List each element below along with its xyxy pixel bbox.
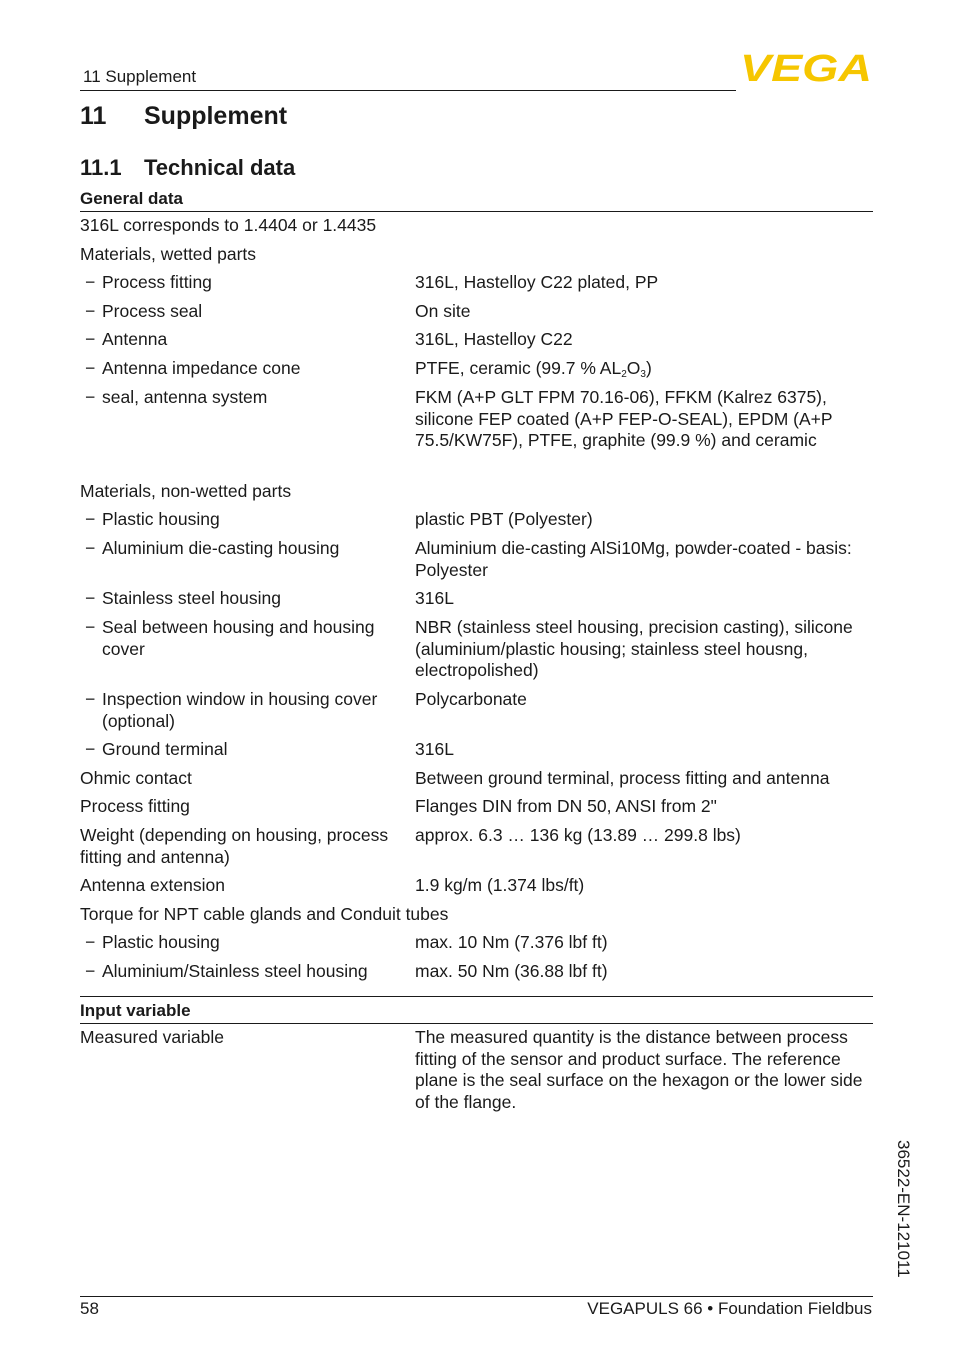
spec-label: − Antenna impedance cone [102, 358, 405, 380]
page-number: 58 [80, 1299, 99, 1318]
logo-text: VEGA [740, 50, 872, 84]
footer-rule [80, 1296, 873, 1297]
spec-value: NBR (stainless steel housing, precision casting), silicone (aluminium/plastic housing; stainless steel housng, electropolished) [415, 617, 853, 681]
spec-label: Ohmic contact [80, 768, 192, 788]
spec-label: Measured variable [80, 1027, 224, 1047]
section-title: Technical data [144, 155, 296, 180]
section-heading [80, 155, 295, 181]
spec-label: − Plastic housing [102, 509, 405, 531]
input-variable-rule [80, 1023, 873, 1024]
spec-label: Weight (depending on housing, process fitting and antenna) [80, 825, 389, 867]
spec-label: Torque for NPT cable glands and Conduit tubes [80, 904, 449, 924]
spec-label: 316L corresponds to 1.4404 or 1.4435 [80, 215, 377, 235]
running-header: 11 Supplement [83, 67, 197, 86]
spec-value: max. 10 Nm (7.376 lbf ft) [415, 932, 608, 952]
spec-label: − Aluminium die-casting housing [102, 538, 405, 560]
input-top-rule [80, 996, 873, 997]
spec-value: 316L, Hastelloy C22 plated, PP [415, 272, 659, 292]
spec-value: Between ground terminal, process fitting and antenna [415, 768, 830, 788]
spec-label: Materials, wetted parts [80, 244, 257, 264]
spec-value: Aluminium die-casting AlSi10Mg, powder-coated - basis: Polyester [415, 538, 852, 580]
spec-value: 316L [415, 588, 454, 608]
chapter-number: 11 [80, 102, 107, 130]
section-number: 11.1 [80, 155, 122, 180]
spec-label: − Ground terminal [102, 739, 405, 761]
spec-value: The measured quantity is the distance between process fitting of the sensor and product surface. The reference plane is the seal surface on the hexagon or the lower side of the flange. [415, 1027, 863, 1112]
spec-value: approx. 6.3 … 136 kg (13.89 … 299.8 lbs) [415, 825, 741, 845]
input-variable-title: Input variable [80, 1001, 191, 1020]
vega-logo [740, 50, 874, 84]
chapter-heading [80, 102, 287, 131]
spec-label: − Process seal [102, 301, 405, 323]
header-rule [80, 90, 736, 91]
general-data-rule [80, 211, 873, 212]
spec-label: − Antenna [102, 329, 405, 351]
spec-value: On site [415, 301, 471, 321]
spec-value: Polycarbonate [415, 689, 527, 709]
spec-value: PTFE, ceramic (99.7 % $AL_2O_3$) [415, 358, 652, 380]
spec-label: Materials, non-wetted parts [80, 481, 292, 501]
spec-label: Process fitting [80, 796, 190, 816]
spec-label: − seal, antenna system [102, 387, 405, 409]
spec-label: − Stainless steel housing [102, 588, 405, 610]
spec-value: 316L [415, 739, 454, 759]
spec-label: − Seal between housing and housing cover [102, 617, 405, 660]
spec-label: − Process fitting [102, 272, 405, 294]
spec-value: 316L, Hastelloy C22 [415, 329, 573, 349]
spec-value: FKM (A+P GLT FPM 70.16-06), FFKM (Kalrez 6375), silicone FEP coated (A+P FEP-O-SEAL), EPDM (A+P 75.5/KW75F), PTFE, graphite (99.9 %) and ceramic [415, 387, 833, 451]
spec-value: plastic PBT (Polyester) [415, 509, 593, 529]
chapter-title: Supplement [144, 102, 288, 130]
spec-value: Flanges DIN from DN 50, ANSI from 2" [415, 796, 717, 816]
general-data-title: General data [80, 189, 183, 208]
spec-value: max. 50 Nm (36.88 lbf ft) [415, 961, 608, 981]
spec-label: − Aluminium/Stainless steel housing [102, 961, 405, 983]
spec-label: − Plastic housing [102, 932, 405, 954]
spec-value: 1.9 kg/m (1.374 lbs/ft) [415, 875, 585, 895]
document-title: VEGAPULS 66 • Foundation Fieldbus [587, 1299, 872, 1318]
spec-label: − Inspection window in housing cover (optional) [102, 689, 405, 732]
spec-label: Antenna extension [80, 875, 225, 895]
document-code: 36522-EN-121011 [894, 1140, 913, 1278]
